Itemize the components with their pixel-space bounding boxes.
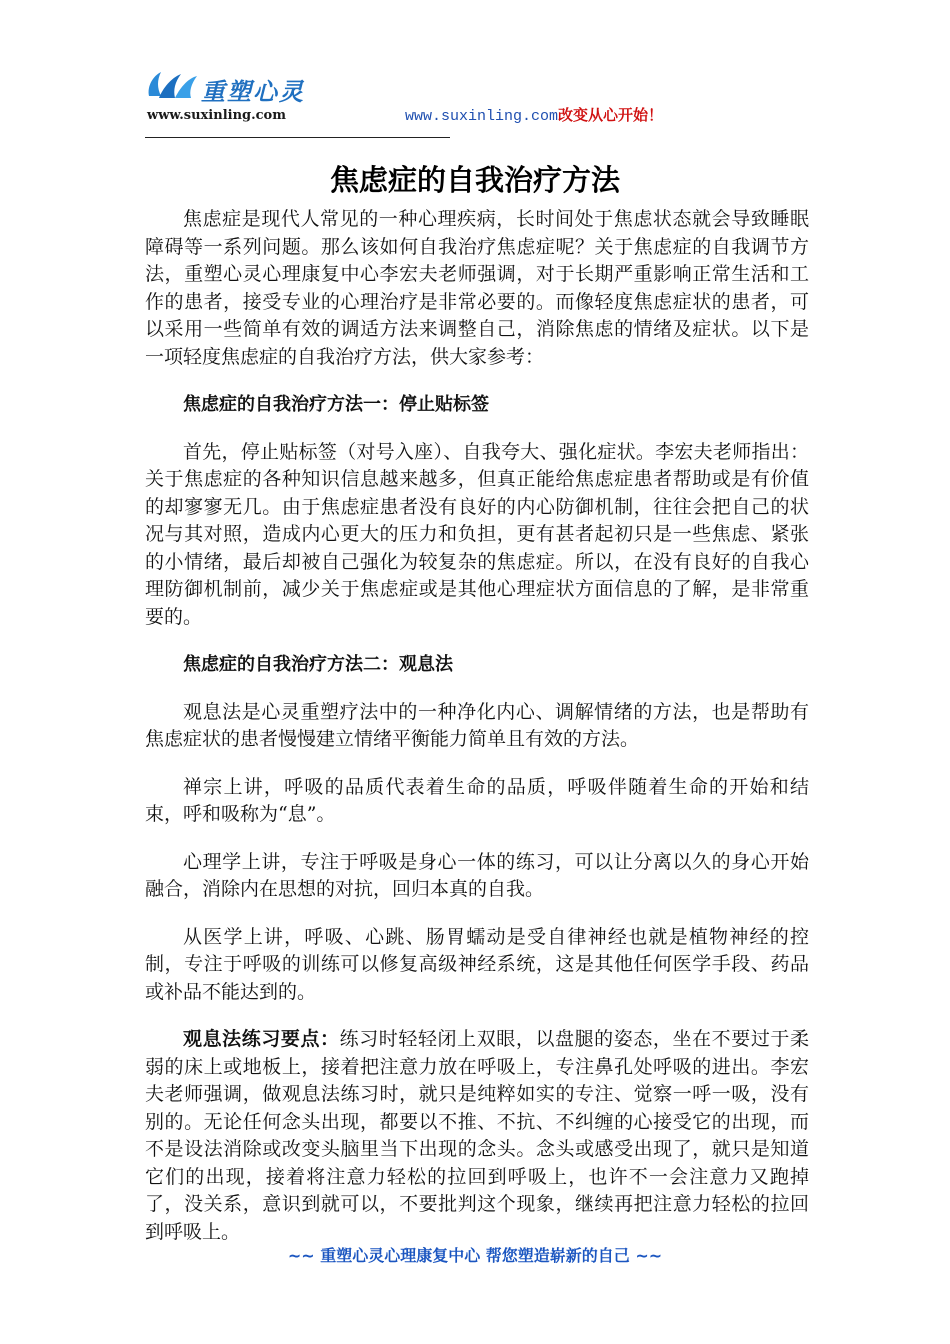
header-divider — [145, 137, 450, 138]
section2-paragraph-5 — [145, 1026, 809, 1246]
section2-paragraph-4: 从医学上讲，呼吸、心跳、肠胃蠕动是受自律神经也就是植物神经的控制，专注于呼吸的训练可以修复高级神经系统，这是其他任何医学手段、药品或补品不能达到的。 — [145, 925, 809, 1003]
practice-body: 练习时轻轻闭上双眼，以盘腿的姿态，坐在不要过于柔弱的床上或地板上，接着把注意力放在呼吸上，专注鼻孔处呼吸的进出。李宏夫老师强调，做观息法练习时，就只是纯粹如实的专注、觉察一呼一吸，没有别的。无论任何念头出现，都要以不推、不抗、不纠缠的心接受它的出现，而不是设法消除或改变头脑里当下出现的念头。念头或感受出现了，就只是知道它们的出现，接着将注意力轻松的拉回到呼吸上，也许不一会注意力又跑掉了，没关系，意识到就可以，不要批判这个现象，继续再把注意力轻松的拉回到呼吸上。 — [145, 1028, 809, 1243]
logo-icon — [145, 66, 199, 106]
section2-paragraph-3: 心理学上讲，专注于呼吸是身心一体的练习，可以让分离以久的身心开始融合，消除内在思想的对抗，回归本真的自我。 — [145, 850, 809, 900]
page-title: 焦虑症的自我治疗方法 — [329, 163, 620, 197]
article-body — [145, 206, 809, 1246]
section1-paragraph: 首先，停止贴标签（对号入座）、自我夸大、强化症状。李宏夫老师指出：关于焦虑症的各种知识信息越来越多，但真正能给焦虑症患者帮助或是有价值的却寥寥无几。由于焦虑症患者没有良好的内心防御机制，往往会把自己的状况与其对照，造成内心更大的压力和负担，更有甚者起初只是一些焦虑、紧张的小情绪，最后却被自己强化为较复杂的焦虑症。所以，在没有良好的自我心理防御机制前，减少关于焦虑症或是其他心理症状方面信息的了解，是非常重要的。 — [145, 440, 809, 628]
page-footer: ~~ 重塑心灵心理康复中心 帮您塑造崭新的自己 ~~ — [287, 1246, 663, 1265]
slogan: 改变从心开始！ — [558, 106, 664, 124]
intro-paragraph: 焦虑症是现代人常见的一种心理疾病，长时间处于焦虑状态就会导致睡眠障碍等一系列问题。那么该如何自我治疗焦虑症呢？关于焦虑症的自我调节方法，重塑心灵心理康复中心李宏夫老师强调，对于长期严重影响正常生活和工作的患者，接受专业的心理治疗是非常必要的。而像轻度焦虑症状的患者，可以采用一些简单有效的调适方法来调整自己，消除焦虑的情绪及症状。以下是一项轻度焦虑症的自我治疗方法，供大家参考： — [145, 208, 809, 368]
section2-heading: 焦虑症的自我治疗方法二：观息法 — [183, 654, 453, 675]
section2-paragraph-2: 禅宗上讲，呼吸的品质代表着生命的品质，呼吸伴随着生命的开始和结束，呼和吸称为“息”。 — [145, 775, 809, 825]
logo-text: 重塑心灵 — [201, 78, 305, 106]
section2-paragraph-1: 观息法是心灵重塑疗法中的一种净化内心、调解情绪的方法，也是帮助有焦虑症状的患者慢慢建立情绪平衡能力简单且有效的方法。 — [145, 700, 809, 750]
section1-heading: 焦虑症的自我治疗方法一：停止贴标签 — [183, 394, 489, 415]
header-tagline — [405, 104, 663, 125]
page-header — [145, 60, 805, 140]
logo[interactable] — [145, 66, 345, 126]
site-link[interactable]: www.suxinling.com — [405, 108, 559, 125]
logo-url: www.suxinling.com — [147, 108, 286, 123]
practice-lead: 观息法练习要点： — [183, 1028, 340, 1050]
